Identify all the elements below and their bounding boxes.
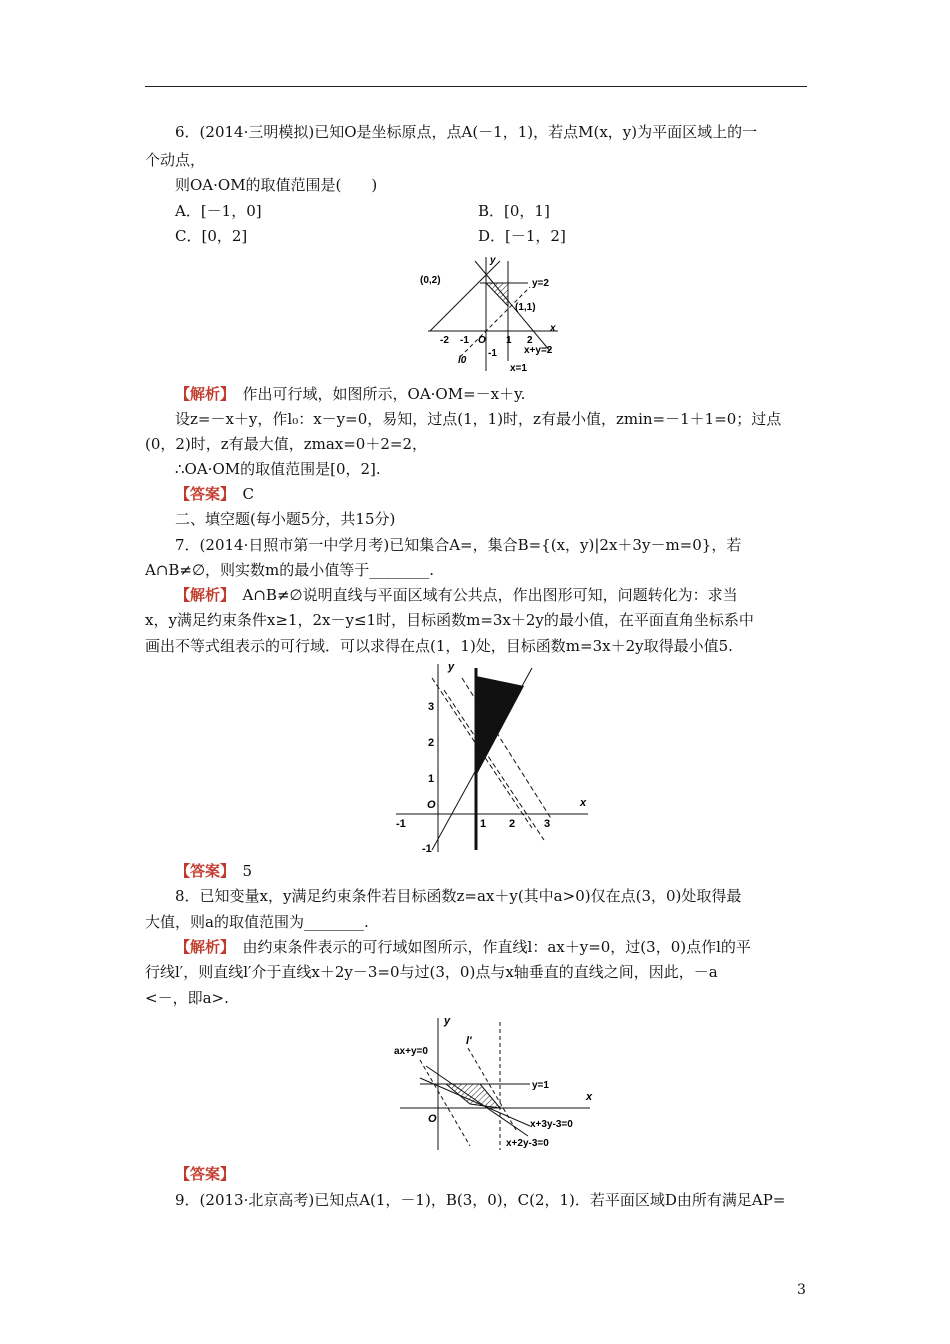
q7-tick-y-2: 2 [428, 737, 435, 749]
q6-tick-x-2: 2 [527, 335, 533, 346]
q8-analysis-tag: 【解析】 [175, 938, 228, 956]
q8-label-y1: y=1 [532, 1080, 549, 1091]
q6-label-xy2: x+y=2 [524, 345, 553, 356]
q6-label-11: (1,1) [515, 302, 536, 313]
q7-tick-x-3: 3 [544, 818, 551, 830]
q6-label-02: (0,2) [420, 275, 441, 286]
q6-label-o: O [478, 335, 486, 346]
q6-figure-svg [420, 253, 570, 375]
q6-analysis-line4: ∴OA·OM的取值范围是[0，2]. [175, 460, 381, 478]
q6-stem-line2: 个动点， [145, 151, 206, 169]
q6-axis-label-y: y [490, 255, 496, 266]
q7-analysis-text1: A∩B≠∅说明直线与平面区域有公共点，作出图形可知，问题转化为：求当 [227, 586, 738, 604]
q6-analysis-line3: (0，2)时，z有最大值，zmax=0＋2=2， [145, 435, 427, 453]
q8-label-l-prime: l' [466, 1035, 472, 1047]
q7-stem-line2: A∩B≠∅，则实数m的最小值等于________. [145, 561, 435, 579]
q6-answer-line [145, 484, 837, 504]
q8-line-ax-y0 [420, 1060, 470, 1146]
q6-option-a: A．[－1，0] [175, 202, 262, 220]
q6-answer-tag: 【答案】 [175, 485, 228, 503]
q6-analysis-text1: 作出可行域，如图所示，OA·OM=－x＋y. [227, 385, 526, 403]
q6-tick-x-1: 1 [506, 335, 512, 346]
q7-tick-x-1: 1 [480, 818, 487, 830]
q8-line-x2y3 [426, 1066, 528, 1136]
q8-analysis-line3: <－，即a>. [145, 989, 229, 1007]
q7-figure [392, 660, 592, 856]
q6-stem-line1: 6．(2014·三明模拟)已知O是坐标原点，点A(－1，1)，若点M(x，y)为平面区域上的一 [175, 123, 758, 141]
q6-option-b: B．[0，1] [478, 202, 550, 220]
q8-axis-label-x: x [586, 1091, 593, 1103]
q8-figure-svg [390, 1014, 600, 1154]
q6-line-left [430, 261, 500, 331]
q8-analysis-line2: 行线l′，则直线l′介于直线x＋2y－3=0与过(3，0)点与x轴垂直的直线之间，因此，－a [145, 963, 718, 981]
q6-option-d: D．[－1，2] [478, 227, 566, 245]
q6-option-c: C．[0，2] [175, 227, 248, 245]
q7-analysis-line2: x，y满足约束条件x≥1，2x－y≤1时，目标函数m=3x＋2y的最小值，在平面直角坐标系中 [145, 611, 754, 629]
q6-answer: C [227, 485, 254, 503]
q9-stem-line1: 9．(2013·北京高考)已知点A(1，－1)，B(3，0)，C(2，1)．若平面区域D由所有满足AP= [175, 1191, 786, 1209]
q7-answer-line [145, 861, 837, 881]
q6-tick-x-neg1: -1 [460, 335, 469, 346]
q6-axis-label-x: x [550, 323, 556, 334]
q8-label-ax-y0: ax+y=0 [394, 1046, 428, 1057]
q7-feasible-region [476, 676, 524, 776]
q8-label-o: O [428, 1113, 437, 1125]
q7-analysis-line1 [145, 585, 837, 605]
q8-feasible-region [446, 1084, 500, 1108]
q7-answer: 5 [227, 862, 253, 880]
q8-figure [390, 1014, 600, 1154]
q8-label-x3y3: x+3y-3=0 [530, 1119, 573, 1130]
q8-analysis-text1: 由约束条件表示的可行域如图所示，作直线l：ax＋y=0，过(3，0)点作l的平 [227, 938, 751, 956]
q7-tick-y-3: 3 [428, 701, 435, 713]
q6-tick-x-neg2: -2 [440, 335, 449, 346]
q6-tick-y-neg1: -1 [488, 348, 497, 359]
q6-label-l0: l0 [458, 355, 467, 366]
q6-stem-line3: 则OA·OM的取值范围是( ) [175, 176, 378, 194]
q6-feasible-region [486, 283, 508, 306]
q6-figure [420, 253, 570, 375]
q8-axis-label-y: y [444, 1015, 451, 1027]
q6-analysis-tag: 【解析】 [175, 385, 228, 403]
q7-tick-y-1: 1 [428, 773, 435, 785]
q6-label-y2: y=2 [532, 278, 549, 289]
q7-axis-label-x: x [580, 797, 587, 809]
page-number: 3 [797, 1282, 806, 1298]
q8-stem-line1: 8．已知变量x，y满足约束条件若目标函数z=ax＋y(其中a>0)仅在点(3，0)处取得最 [175, 887, 742, 905]
q6-analysis-line1 [145, 384, 837, 404]
q8-stem-line2: 大值，则a的取值范围为________. [145, 913, 369, 931]
q7-stem-line1: 7．(2014·日照市第一中学月考)已知集合A=，集合B={(x，y)|2x＋3y－m=0}，若 [175, 536, 742, 554]
q8-answer-line [145, 1164, 837, 1184]
section-2-heading: 二、填空题(每小题5分，共15分) [175, 510, 396, 528]
header-rule [145, 86, 807, 87]
q7-analysis-tag: 【解析】 [175, 586, 228, 604]
q7-tick-y-neg1: -1 [422, 843, 432, 855]
q7-axis-label-y: y [448, 661, 455, 673]
q8-analysis-line1 [145, 937, 837, 957]
q7-answer-tag: 【答案】 [175, 862, 228, 880]
q7-tick-x-neg1: -1 [396, 818, 406, 830]
q6-analysis-line2: 设z=－x＋y，作l₀：x－y=0，易知，过点(1，1)时，z有最小值，zmin=－1＋1=0；过点 [175, 410, 782, 428]
q7-figure-svg [392, 660, 592, 856]
q8-answer-tag: 【答案】 [175, 1165, 236, 1183]
q7-label-o: O [427, 799, 436, 811]
q6-line-l0 [460, 287, 530, 357]
q8-label-x2y3: x+2y-3=0 [506, 1138, 549, 1149]
q7-analysis-line3: 画出不等式组表示的可行域．可以求得在点(1，1)处，目标函数m=3x＋2y取得最小值5. [145, 637, 733, 655]
q7-tick-x-2: 2 [509, 818, 516, 830]
q6-label-x1: x=1 [510, 363, 527, 374]
